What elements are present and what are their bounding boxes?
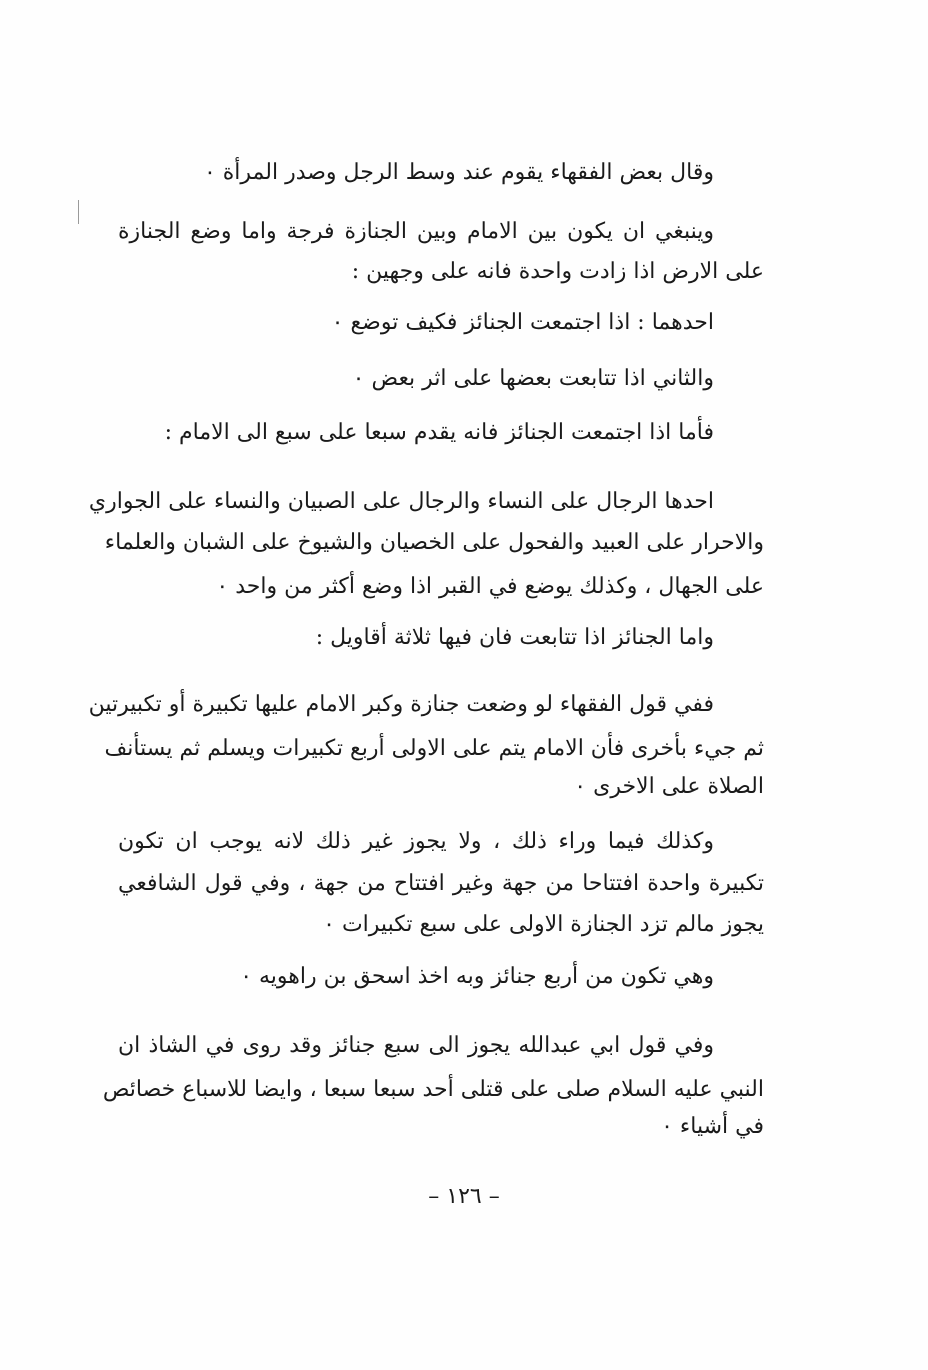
text-line: والاحرار على العبيد والفحول على الخصيان والشيوخ على الشبان والعلماء <box>104 530 764 555</box>
text-line: ثم جيء بأخرى فأن الامام يتم على الاولى أربع تكبيرات ويسلم ثم يستأنف <box>104 736 764 761</box>
text-line: وهي تكون من أربع جنائز وبه اخذ اسحق بن راهويه ٠ <box>240 964 714 989</box>
text-line: الصلاة على الاخرى ٠ <box>574 774 764 799</box>
text-line: على الجهال ، وكذلك يوضع في القبر اذا وضع أكثر من واحد ٠ <box>216 574 764 599</box>
text-line: وينبغي ان يكون بين الامام وبين الجنازة فرجة واما وضع الجنازة <box>118 219 714 244</box>
text-line: النبي عليه السلام صلى على قتلى أحد سبعا سبعا ، وايضا للاسباع خصائص <box>102 1077 764 1102</box>
text-line: احدها الرجال على النساء والرجال على الصبيان والنساء على الجواري <box>88 489 714 514</box>
page-number: – ١٢٦ – <box>428 1184 500 1209</box>
text-line: والثاني اذا تتابعت بعضها على اثر بعض ٠ <box>352 366 714 391</box>
text-line: يجوز مالم تزد الجنازة الاولى على سبع تكبيرات ٠ <box>323 912 764 937</box>
text-line: وقال بعض الفقهاء يقوم عند وسط الرجل وصدر المرأة ٠ <box>203 160 714 185</box>
text-line: ففي قول الفقهاء لو وضعت جنازة وكبر الامام عليها تكبيرة أو تكبيرتين <box>88 692 714 717</box>
text-line: وكذلك فيما وراء ذلك ، ولا يجوز غير ذلك لانه يوجب ان تكون <box>118 829 714 854</box>
text-line: واما الجنائز اذا تتابعت فان فيها ثلاثة أقاويل : <box>315 625 714 650</box>
text-line: على الارض اذا زادت واحدة فانه على وجهين : <box>351 259 764 284</box>
text-line: تكبيرة واحدة افتتاحا من جهة وغير افتتاح من جهة ، وفي قول الشافعي <box>118 871 764 896</box>
text-line: في أشياء ٠ <box>661 1114 764 1139</box>
text-line: فأما اذا اجتمعت الجنائز فانه يقدم سبعا على سبع الى الامام : <box>164 420 714 445</box>
margin-mark <box>78 200 79 224</box>
text-line: احدهما : اذا اجتمعت الجنائز فكيف توضع ٠ <box>331 310 714 335</box>
text-line: وفي قول ابي عبدالله يجوز الى سبع جنائز وقد روى في الشاذ ان <box>118 1033 714 1058</box>
